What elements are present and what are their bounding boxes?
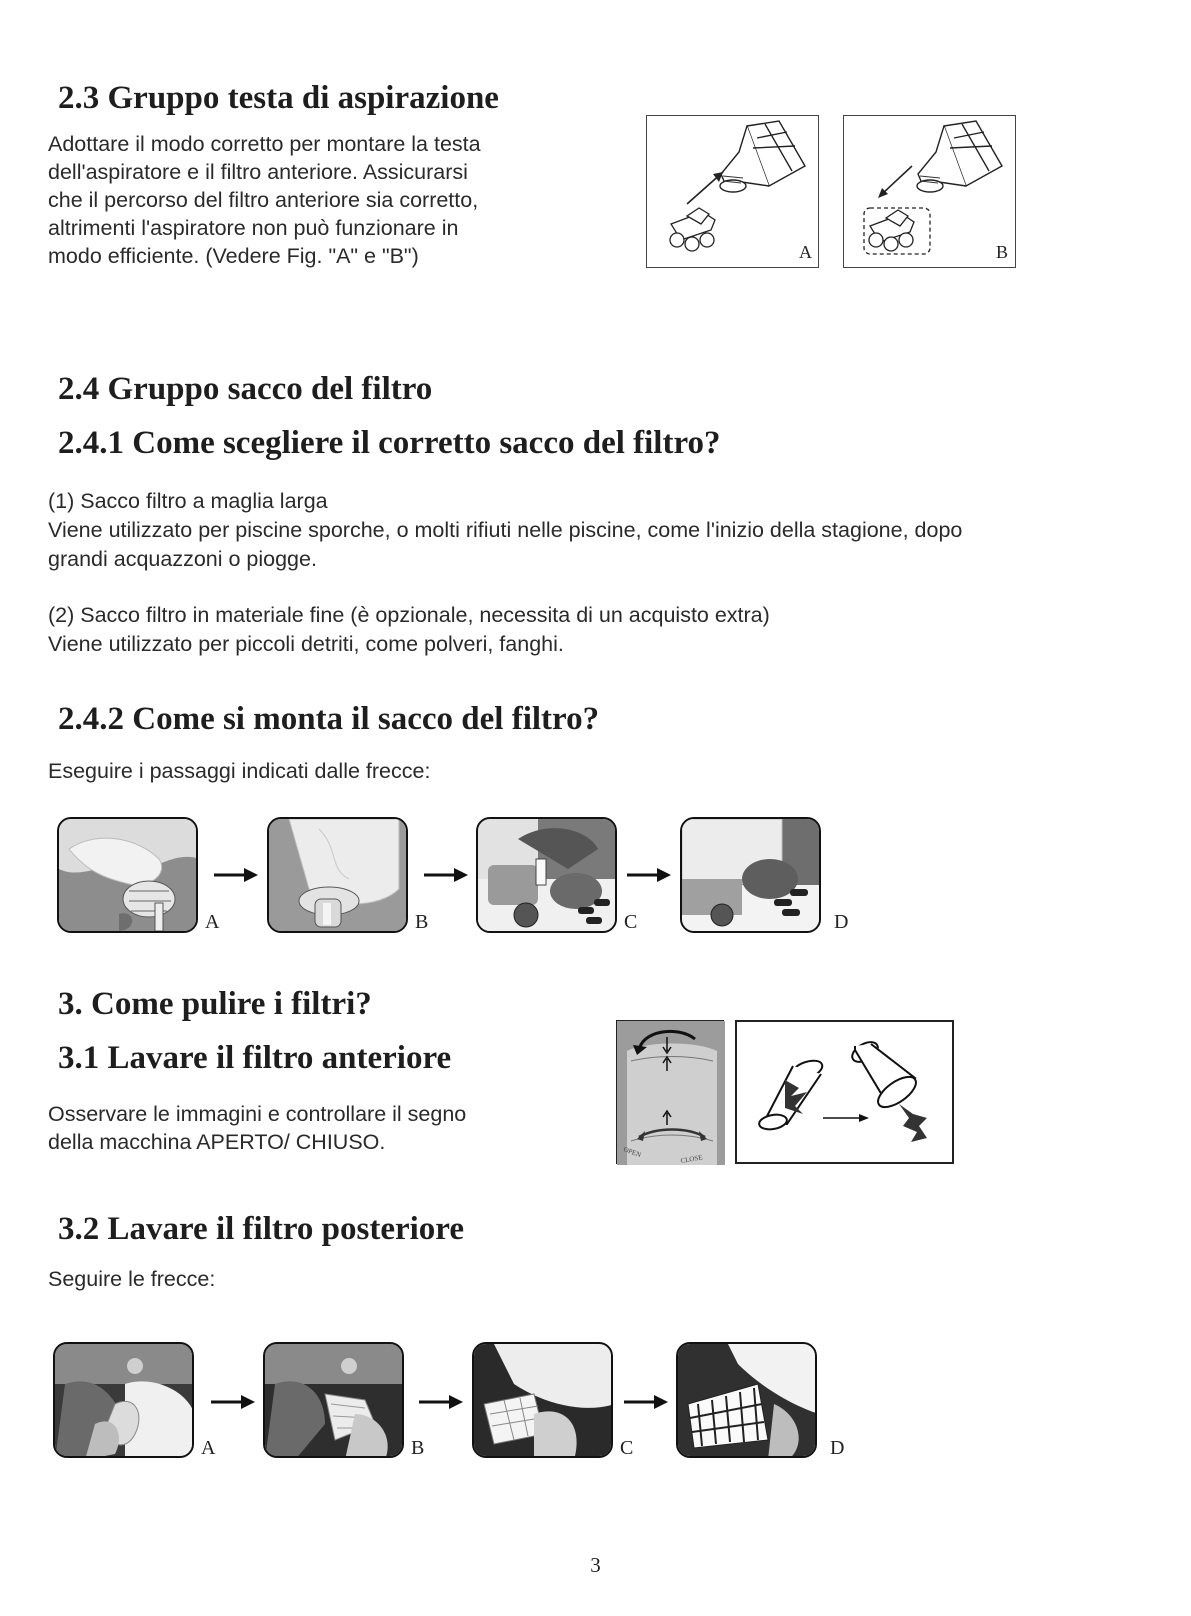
filter-bag-photo	[59, 819, 198, 933]
step-label: B	[411, 1437, 425, 1459]
step-label: D	[830, 1437, 845, 1459]
step-label: C	[624, 911, 638, 933]
text-line: modo efficiente. (Vedere Fig. "A" e "B")	[48, 244, 419, 268]
rear-filter-photo	[55, 1344, 194, 1458]
front-filter-wash-illustration	[735, 1020, 954, 1164]
rear-filter-photo	[678, 1344, 817, 1458]
vacuum-head-illustration	[647, 116, 820, 269]
step-photo-b	[263, 1342, 404, 1458]
step-photo-c	[472, 1342, 613, 1458]
arrow-right-icon	[214, 866, 258, 884]
section-3-1-title: 3.1 Lavare il filtro anteriore	[58, 1040, 452, 1076]
rear-filter-photo	[474, 1344, 613, 1458]
step-photo-a	[53, 1342, 194, 1458]
text-line: (2) Sacco filtro in materiale fine (è opzionale, necessita di un acquisto extra)	[48, 603, 770, 627]
text-line: grandi acquazzoni o piogge.	[48, 547, 317, 571]
text-line: Osservare le immagini e controllare il segno	[48, 1102, 467, 1126]
figure-label: B	[996, 242, 1009, 262]
step-photo-d	[676, 1342, 817, 1458]
step-photo-d	[680, 817, 821, 933]
step-label: D	[834, 911, 849, 933]
text-line: della macchina APERTO/ CHIUSO.	[48, 1130, 386, 1154]
arrow-right-icon	[211, 1393, 255, 1411]
filter-bag-photo	[269, 819, 408, 933]
instruction-text: Eseguire i passaggi indicati dalle frecce:	[48, 759, 431, 783]
filter-bag-photo	[682, 819, 821, 933]
text-line: che il percorso del filtro anteriore sia corretto,	[48, 188, 479, 212]
filter-cone-illustration	[737, 1022, 956, 1166]
text-line: Viene utilizzato per piscine sporche, o molti rifiuti nelle piscine, come l'inizio della stagione, dopo	[48, 518, 963, 542]
step-label: A	[205, 911, 220, 933]
step-photo-a	[57, 817, 198, 933]
step-label: C	[620, 1437, 634, 1459]
rear-filter-photo	[265, 1344, 404, 1458]
section-3-title: 3. Come pulire i filtri?	[58, 986, 372, 1022]
section-3-2-title: 3.2 Lavare il filtro posteriore	[58, 1211, 465, 1247]
text-line: Viene utilizzato per piccoli detriti, come polveri, fanghi.	[48, 632, 564, 656]
filter-bag-photo	[478, 819, 617, 933]
front-filter-open-close-photo	[616, 1020, 724, 1164]
text-line: dell'aspiratore e il filtro anteriore. Assicurarsi	[48, 160, 468, 184]
section-2-4-title: 2.4 Gruppo sacco del filtro	[58, 371, 433, 407]
step-label: A	[201, 1437, 216, 1459]
close-mark: CLOSE	[679, 1153, 704, 1165]
vacuum-head-illustration	[844, 116, 1017, 269]
filter-housing-photo	[617, 1021, 725, 1165]
section-2-4-1-title: 2.4.1 Come scegliere il corretto sacco del filtro?	[58, 425, 721, 461]
figure-a-vacuum-head	[646, 115, 819, 268]
figure-label: A	[799, 242, 812, 262]
arrow-right-icon	[627, 866, 671, 884]
open-mark: OPEN	[622, 1145, 643, 1160]
text-line: altrimenti l'aspiratore non può funzionare in	[48, 216, 459, 240]
step-photo-c	[476, 817, 617, 933]
arrow-right-icon	[424, 866, 468, 884]
page-number: 3	[590, 1553, 601, 1577]
step-label: B	[415, 911, 429, 933]
arrow-right-icon	[624, 1393, 668, 1411]
arrow-right-icon	[419, 1393, 463, 1411]
section-2-4-2-title: 2.4.2 Come si monta il sacco del filtro?	[58, 701, 600, 737]
step-photo-b	[267, 817, 408, 933]
instruction-text: Seguire le frecce:	[48, 1267, 216, 1291]
text-line: Adottare il modo corretto per montare la testa	[48, 132, 481, 156]
text-line: (1) Sacco filtro a maglia larga	[48, 489, 328, 513]
section-2-3-title: 2.3 Gruppo testa di aspirazione	[58, 80, 499, 116]
figure-b-vacuum-head	[843, 115, 1016, 268]
